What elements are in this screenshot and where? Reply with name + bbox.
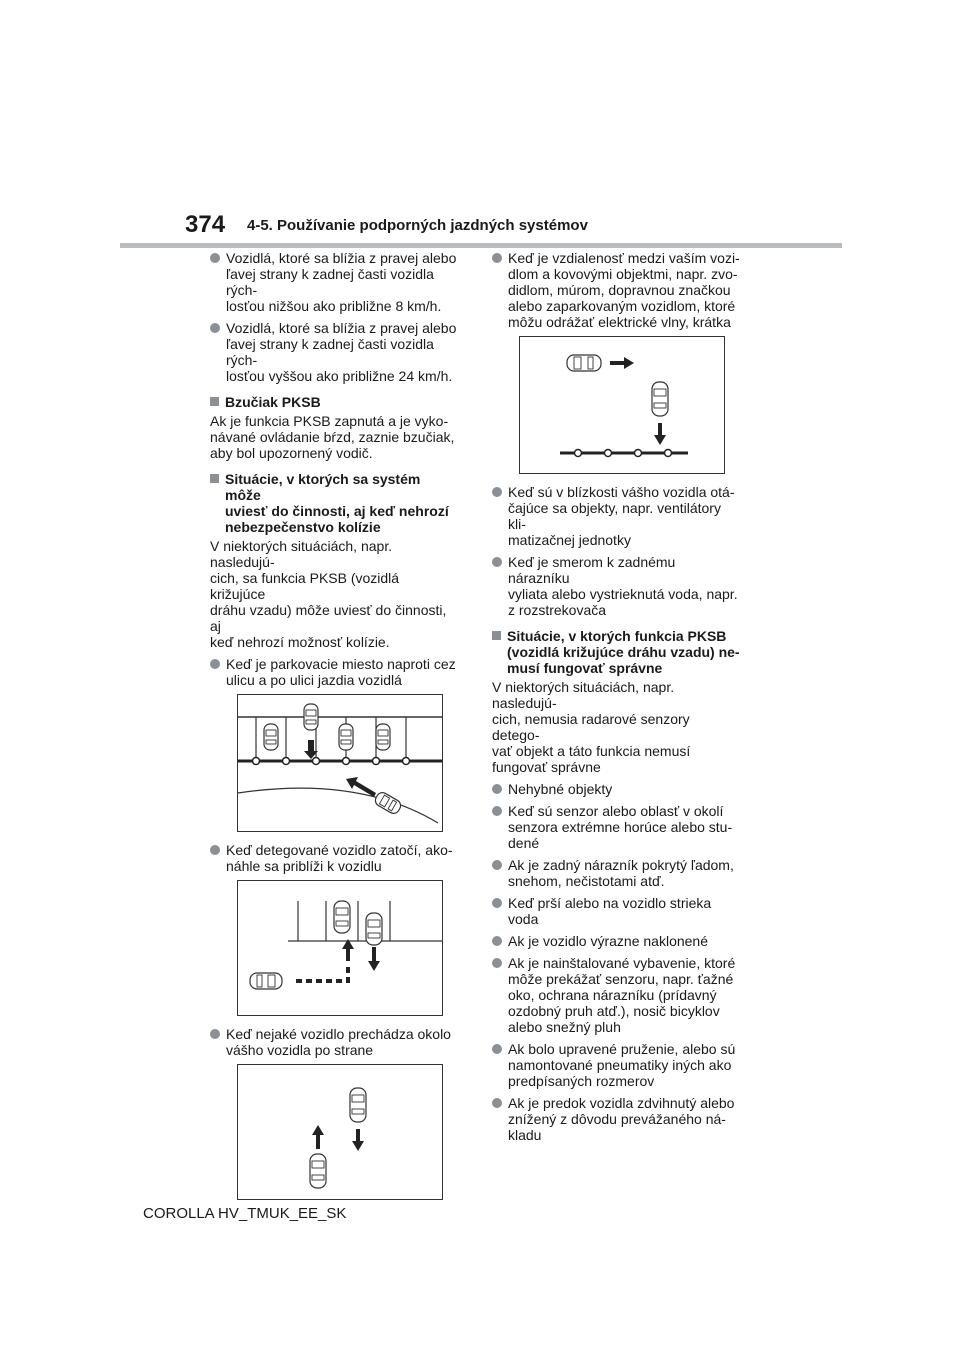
illustration-vehicle-turning	[237, 880, 443, 1016]
list-item	[210, 320, 458, 384]
list-item	[492, 857, 740, 889]
bullet-icon	[492, 860, 502, 870]
subheading-situations: Situácie, v ktorých sa systém môže uviesť do činnosti, aj keď nehrozí nebezpečenstvo kolízie	[210, 471, 458, 535]
bullet-icon	[492, 958, 502, 968]
bullet-text: Keď nejaké vozidlo prechádza okolo vášho vozidla po strane	[226, 1026, 451, 1058]
bullet-text: Keď je vzdialenosť medzi vaším vozi- dlom a kovovými objektmi, napr. zvo- didlom, múrom, dopravnou značkou alebo zaparkovaným vozidlom, ktoré môžu odrážať elektrické vlny, krátka	[508, 250, 740, 330]
paragraph-not-working: V niektorých situáciách, napr. nasledujú- cich, nemusia radarové senzory detego- vať objekt a táto funkcia nemusí fungovať správne	[492, 679, 691, 775]
list-item	[210, 250, 458, 314]
list-item	[492, 1095, 740, 1143]
section-title: 4-5. Používanie podporných jazdných systémov	[247, 217, 588, 234]
bullet-icon	[492, 898, 502, 908]
list-item	[210, 1026, 458, 1058]
paragraph-buzzer: Ak je funkcia PKSB zapnutá a je vyko- návané ovládanie bŕzd, zaznie bzučiak, aby bol upozornený vodič.	[210, 413, 455, 461]
bullet-icon	[210, 845, 220, 855]
subheading-not-working: Situácie, v ktorých funkcia PKSB (vozidlá križujúce dráhu vzadu) ne- musí fungovať správne	[492, 628, 740, 676]
footer-model-code: COROLLA HV_TMUK_EE_SK	[143, 1205, 347, 1222]
header-rule	[120, 243, 842, 248]
list-item	[492, 554, 740, 618]
bullet-text: Keď je smerom k zadnému nárazníku vyliata alebo vystrieknutá voda, napr. z rozstrekovača	[508, 554, 738, 618]
list-item	[492, 1041, 740, 1089]
bullet-text: Ak je nainštalované vybavenie, ktoré môže prekážať senzoru, napr. ťažné oko, ochrana nárazníku (prídavný ozdobný pruh atď.), nosič bicyklov alebo snežný pluh	[508, 955, 736, 1035]
paragraph-situations: V niektorých situáciách, napr. nasledujú- cich, sa funkcia PKSB (vozidlá križujúce dráhu vzadu) môže uviesť do činnosti, aj keď nehrozí možnosť kolízie.	[210, 538, 447, 650]
bullet-text: Ak je predok vozidla zdvihnutý alebo znížený z dôvodu prevážaného ná- kladu	[508, 1095, 735, 1143]
illustration-vehicle-passing	[237, 1064, 443, 1200]
bullet-icon	[492, 784, 502, 794]
list-item	[492, 484, 740, 548]
bullet-text: Keď je parkovacie miesto naproti cez ulicu a po ulici jazdia vozidlá	[226, 656, 456, 688]
subheading-buzzer: Bzučiak PKSB	[210, 394, 458, 410]
bullet-icon	[210, 323, 220, 333]
bullet-icon	[210, 659, 220, 669]
bullet-text: Keď sú v blízkosti vášho vozidla otá- čajúce sa objekty, napr. ventilátory kli- matizačnej jednotky	[508, 484, 735, 548]
bullet-text: Ak bolo upravené pruženie, alebo sú namontované pneumatiky iných ako predpísaných rozmerov	[508, 1041, 736, 1089]
bullet-icon	[492, 936, 502, 946]
bullet-icon	[210, 253, 220, 263]
bullet-icon	[492, 253, 502, 263]
bullet-text: Ak je vozidlo výrazne naklonené	[508, 933, 709, 949]
bullet-text: Keď prší alebo na vozidlo strieka voda	[508, 895, 712, 927]
bullet-text: Ak je zadný nárazník pokrytý ľadom, snehom, nečistotami atď.	[508, 857, 734, 889]
list-item	[492, 955, 740, 1035]
list-item	[210, 656, 458, 688]
left-column	[210, 250, 458, 1210]
square-bullet-icon	[210, 474, 219, 483]
right-column	[492, 250, 740, 1149]
list-item	[492, 803, 740, 851]
bullet-text: Nehybné objekty	[508, 781, 613, 797]
bullet-text: Keď sú senzor alebo oblasť v okolí senzora extrémne horúce alebo stu- dené	[508, 803, 733, 851]
bullet-text: Vozidlá, ktoré sa blížia z pravej alebo ľavej strany k zadnej časti vozidla rých- losťou vyššou ako približne 24 km/h.	[226, 320, 457, 384]
illustration-metal-objects	[519, 336, 725, 474]
list-item	[210, 842, 458, 874]
list-item	[492, 895, 740, 927]
bullet-icon	[492, 1098, 502, 1108]
list-item	[492, 781, 740, 797]
square-bullet-icon	[210, 397, 219, 406]
page-number: 374	[185, 211, 226, 238]
list-item	[492, 933, 740, 949]
list-item	[492, 250, 740, 330]
bullet-icon	[492, 1044, 502, 1054]
bullet-icon	[492, 487, 502, 497]
illustration-parking-across-street	[237, 694, 443, 832]
bullet-text: Vozidlá, ktoré sa blížia z pravej alebo ľavej strany k zadnej časti vozidla rých- losťou nižšou ako približne 8 km/h.	[226, 250, 457, 314]
bullet-text: Keď detegované vozidlo zatočí, ako- náhle sa priblíži k vozidlu	[226, 842, 453, 874]
bullet-icon	[210, 1029, 220, 1039]
bullet-icon	[492, 806, 502, 816]
bullet-icon	[492, 557, 502, 567]
square-bullet-icon	[492, 631, 501, 640]
